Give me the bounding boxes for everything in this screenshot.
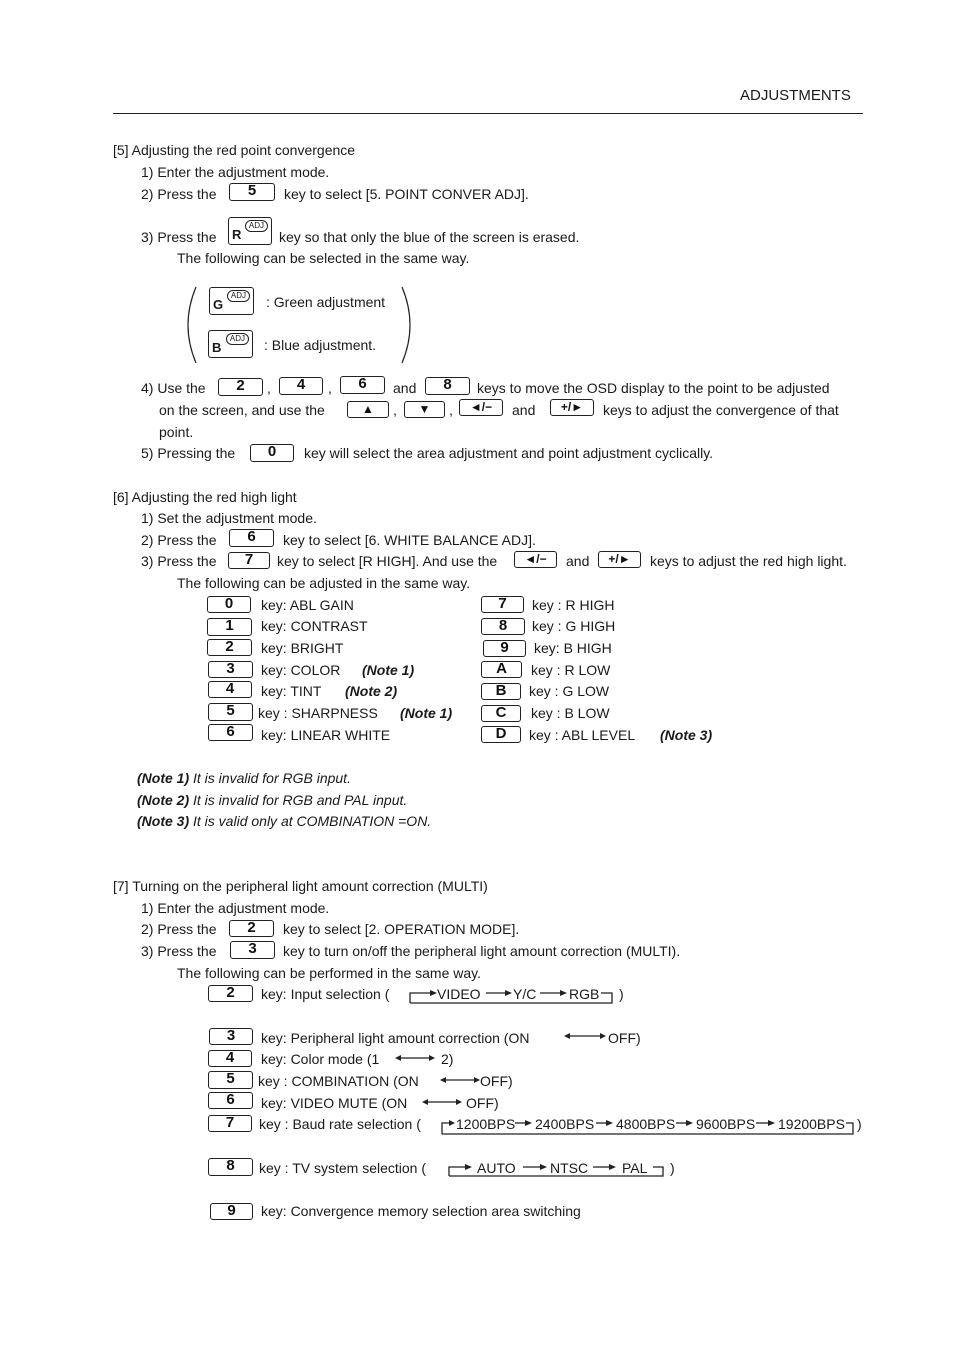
key-7-button[interactable]: 7 — [481, 596, 524, 613]
b-high-label: key: B HIGH — [534, 640, 612, 656]
comma: , — [449, 402, 453, 418]
comma: , — [393, 402, 397, 418]
opt-2400bps: 2400BPS — [535, 1116, 595, 1132]
key-2-button[interactable]: 2 — [207, 639, 252, 656]
s6-step3-post: keys to adjust the red high light. — [650, 553, 847, 569]
input-selection-label: key: Input selection ( — [261, 986, 390, 1002]
opt-auto: AUTO — [477, 1160, 516, 1176]
s5-step1: 1) Enter the adjustment mode. — [141, 164, 330, 180]
key-1-button[interactable]: 1 — [207, 618, 252, 636]
note3-ref: (Note 3) — [660, 727, 713, 743]
key-c-button[interactable]: C — [481, 705, 521, 722]
key-2-button[interactable]: 2 — [208, 985, 253, 1002]
adj-tag: ADJ — [226, 333, 249, 345]
convergence-memory-label: key: Convergence memory selection area switching — [261, 1203, 581, 1219]
blue-adjustment-label: : Blue adjustment. — [264, 337, 377, 353]
close-paren: ) — [857, 1116, 862, 1132]
s5-step4-post2: keys to adjust the convergence of that — [603, 402, 839, 418]
section-6-heading: [6] Adjusting the red high light — [113, 489, 297, 505]
s5-step4-line3: point. — [159, 424, 194, 440]
color-label: key: COLOR — [261, 662, 341, 678]
off-label: OFF) — [608, 1030, 641, 1046]
key-2-button[interactable]: 2 — [218, 378, 263, 396]
close-paren: ) — [670, 1160, 675, 1176]
key-7-button[interactable]: 7 — [208, 1115, 252, 1132]
tint-label: key: TINT — [261, 683, 322, 699]
note1-ref: (Note 1) — [362, 662, 415, 678]
note-1-label: (Note 1) — [137, 770, 190, 786]
key-3-button[interactable]: 3 — [208, 661, 253, 678]
r-low-label: key : R LOW — [531, 662, 611, 678]
opt-4800bps: 4800BPS — [616, 1116, 676, 1132]
s5-step3-pre: 3) Press the — [141, 229, 217, 245]
s5-step5-pre: 5) Pressing the — [141, 445, 236, 461]
s7-step2-post: key to select [2. OPERATION MODE]. — [283, 921, 520, 937]
key-8-button[interactable]: 8 — [425, 377, 470, 395]
double-arrow-icon — [422, 1096, 462, 1108]
key-9-button[interactable]: 9 — [210, 1203, 253, 1220]
s6-step2-pre: 2) Press the — [141, 532, 217, 548]
baud-rate-label: key : Baud rate selection ( — [259, 1116, 421, 1132]
b-adj-key-letter: B — [212, 340, 222, 355]
peripheral-correction-label: key: Peripheral light amount correction (ON — [261, 1030, 530, 1046]
s7-step3-post: key to turn on/off the peripheral light amount correction (MULTI). — [283, 943, 681, 959]
opt-ntsc: NTSC — [550, 1160, 589, 1176]
comma: , — [328, 380, 332, 396]
s6-step3-pre: 3) Press the — [141, 553, 217, 569]
key-d-button[interactable]: D — [481, 726, 521, 743]
color-mode-label: key: Color mode (1 — [261, 1051, 380, 1067]
key-4-button[interactable]: 4 — [279, 377, 323, 395]
b-adj-key-button[interactable] — [208, 330, 253, 358]
tv-system-label: key : TV system selection ( — [259, 1160, 427, 1176]
mode-2-label: 2) — [441, 1051, 454, 1067]
and-word: and — [393, 380, 417, 396]
key-6-button[interactable]: 6 — [208, 1092, 253, 1109]
s5-step5-post: key will select the area adjustment and point adjustment cyclically. — [304, 445, 714, 461]
key-7-button[interactable]: 7 — [228, 552, 270, 569]
comma: , — [267, 380, 271, 396]
close-paren: ) — [619, 986, 624, 1002]
page-title: ADJUSTMENTS — [740, 87, 851, 104]
s5-step2-post: key to select [5. POINT CONVER ADJ]. — [284, 186, 529, 202]
plus-right-key-button[interactable]: +/► — [550, 399, 594, 416]
off-label: OFF) — [480, 1073, 513, 1089]
double-arrow-icon — [564, 1030, 606, 1042]
combination-label: key : COMBINATION (ON — [258, 1073, 419, 1089]
g-high-label: key : G HIGH — [532, 618, 616, 634]
key-6-button[interactable]: 6 — [208, 724, 253, 741]
key-8-button[interactable]: 8 — [481, 618, 525, 635]
note-2-label: (Note 2) — [137, 792, 190, 808]
key-a-button[interactable]: A — [481, 661, 522, 678]
note2-ref: (Note 2) — [345, 683, 398, 699]
note-1-text: It is invalid for RGB input. — [189, 770, 351, 786]
abl-gain-label: key: ABL GAIN — [261, 597, 354, 613]
down-arrow-key-button[interactable]: ▼ — [404, 401, 445, 418]
key-b-button[interactable]: B — [481, 683, 521, 700]
b-low-label: key : B LOW — [531, 705, 610, 721]
s5-step4-pre: 4) Use the — [141, 380, 206, 396]
key-0-button[interactable]: 0 — [250, 444, 294, 462]
key-6-button[interactable]: 6 — [229, 529, 274, 547]
s7-step3-note: The following can be performed in the same way. — [177, 965, 482, 981]
abl-level-label: key : ABL LEVEL — [529, 727, 636, 743]
opt-yc: Y/C — [513, 986, 537, 1002]
contrast-label: key: CONTRAST — [261, 618, 368, 634]
opt-video: VIDEO — [437, 986, 481, 1002]
s5-step4-line2-pre: on the screen, and use the — [159, 402, 325, 418]
green-adjustment-label: : Green adjustment — [266, 294, 386, 310]
key-3-button[interactable]: 3 — [230, 941, 275, 959]
key-9-button[interactable]: 9 — [483, 640, 526, 657]
and-word: and — [566, 553, 590, 569]
s7-step2-pre: 2) Press the — [141, 921, 217, 937]
and-word: and — [512, 402, 536, 418]
left-minus-key-button[interactable]: ◄/− — [514, 551, 557, 568]
g-adj-key-button[interactable] — [209, 287, 254, 315]
header-divider — [113, 113, 863, 114]
key-5-button[interactable]: 5 — [229, 183, 275, 201]
note-3-text: It is valid only at COMBINATION =ON. — [189, 813, 432, 829]
s6-step3-note: The following can be adjusted in the same way. — [177, 575, 471, 591]
note1-ref: (Note 1) — [400, 705, 453, 721]
s6-step3-mid: key to select [R HIGH]. And use the — [277, 553, 498, 569]
note-2-text: It is invalid for RGB and PAL input. — [189, 792, 408, 808]
section-7-heading: [7] Turning on the peripheral light amount correction (MULTI) — [113, 878, 488, 894]
up-arrow-key-button[interactable]: ▲ — [347, 401, 389, 418]
note-3-label: (Note 3) — [137, 813, 190, 829]
r-adj-key-letter: R — [232, 227, 242, 242]
adj-tag: ADJ — [227, 290, 250, 302]
s7-step3-pre: 3) Press the — [141, 943, 217, 959]
note-2 — [137, 792, 407, 808]
key-2-button[interactable]: 2 — [229, 920, 274, 937]
key-4-button[interactable]: 4 — [208, 681, 252, 698]
s5-step4-post1: keys to move the OSD display to the point to be adjusted — [477, 380, 830, 396]
sharpness-label: key : SHARPNESS — [258, 705, 378, 721]
double-arrow-icon — [395, 1052, 435, 1064]
section-5-heading: [5] Adjusting the red point convergence — [113, 142, 356, 158]
s6-step1: 1) Set the adjustment mode. — [141, 510, 317, 526]
opt-1200bps: 1200BPS — [456, 1116, 516, 1132]
s6-step2-post: key to select [6. WHITE BALANCE ADJ]. — [283, 532, 536, 548]
video-mute-label: key: VIDEO MUTE (ON — [261, 1095, 408, 1111]
left-minus-key-button[interactable]: ◄/− — [459, 399, 503, 416]
key-4-button[interactable]: 4 — [208, 1050, 252, 1067]
adj-tag: ADJ — [245, 220, 268, 232]
s7-step1: 1) Enter the adjustment mode. — [141, 900, 330, 916]
key-8-button[interactable]: 8 — [208, 1158, 253, 1176]
opt-rgb: RGB — [569, 986, 600, 1002]
s5-step3-post: key so that only the blue of the screen is erased. — [279, 229, 580, 245]
plus-right-key-button[interactable]: +/► — [598, 551, 641, 568]
key-3-button[interactable]: 3 — [209, 1028, 253, 1045]
key-5-button[interactable]: 5 — [208, 703, 253, 721]
note-1 — [137, 770, 351, 786]
key-0-button[interactable]: 0 — [207, 596, 251, 613]
s5-step2-pre: 2) Press the — [141, 186, 217, 202]
linear-white-label: key: LINEAR WHITE — [261, 727, 391, 743]
r-adj-key-button[interactable] — [228, 217, 272, 245]
s5-step3-note: The following can be selected in the same way. — [177, 250, 470, 266]
opt-19200bps: 19200BPS — [778, 1116, 845, 1132]
key-5-button[interactable]: 5 — [208, 1071, 253, 1089]
r-high-label: key : R HIGH — [532, 597, 615, 613]
note-3 — [137, 813, 431, 829]
opt-pal: PAL — [622, 1160, 648, 1176]
double-arrow-icon — [440, 1074, 480, 1086]
off-label: OFF) — [466, 1095, 499, 1111]
bright-label: key: BRIGHT — [261, 640, 344, 656]
key-6-button[interactable]: 6 — [340, 376, 385, 394]
opt-9600bps: 9600BPS — [696, 1116, 756, 1132]
g-low-label: key : G LOW — [529, 683, 610, 699]
g-adj-key-letter: G — [213, 297, 224, 312]
